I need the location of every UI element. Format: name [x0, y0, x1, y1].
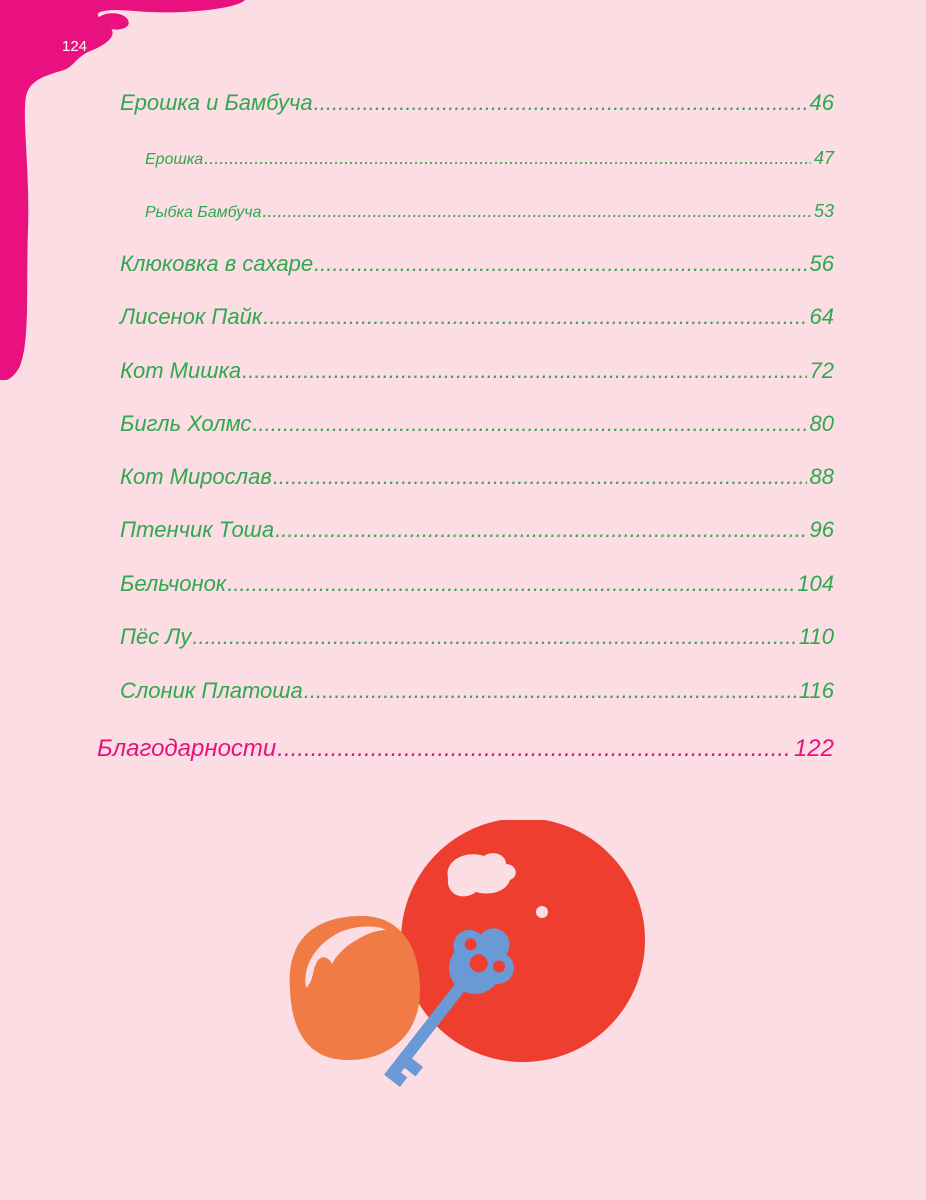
- toc-entry-title: Бигль Холмс: [120, 411, 252, 436]
- toc-leader-dots: [242, 356, 806, 386]
- toc-entry-title: Клюковка в сахаре: [120, 251, 314, 276]
- toc-entry-title: Благодарности: [97, 735, 277, 762]
- toc-leader-dots: [314, 249, 806, 279]
- toc-entry-title: Лисенок Пайк: [120, 304, 263, 329]
- toc-entry-page: 53: [813, 201, 834, 221]
- toc-leader-dots: [252, 409, 806, 439]
- toc-entry-page: 104: [797, 571, 834, 596]
- toc-entry-page: 88: [809, 464, 834, 489]
- toc-entry-page: 110: [798, 624, 834, 649]
- toc-leader-dots: [304, 676, 796, 706]
- toc-entry-title: Ерошка и Бамбуча: [120, 90, 313, 115]
- toc-entry-klyukovka-v-sahare[interactable]: [120, 249, 834, 279]
- toc-entry-page: 116: [798, 678, 834, 703]
- toc-leader-dots: [275, 515, 806, 545]
- red-ball-icon: [401, 820, 645, 1062]
- toc-entry-page: 46: [809, 90, 834, 115]
- toc-entry-slonik-platosha[interactable]: [120, 676, 834, 706]
- toc-entry-page: 96: [809, 517, 834, 542]
- toc-entry-ptenchik-tosha[interactable]: [120, 515, 834, 545]
- toc-entry-title: Бельчонок: [120, 571, 227, 596]
- toc-entry-title: Птенчик Тоша: [120, 517, 275, 542]
- toc-entry-blagodarnosti[interactable]: [97, 733, 834, 765]
- toc-entry-page: 80: [809, 411, 834, 436]
- toc-leader-dots: [314, 88, 807, 118]
- page-number: 124: [62, 38, 88, 55]
- toc-leader-dots: [273, 462, 807, 492]
- toc-entry-page: 47: [813, 148, 834, 168]
- toc-entry-page: 56: [809, 251, 834, 276]
- toc-entry-title: Слоник Платоша: [120, 678, 303, 703]
- berry-ball-key-illustration: [270, 820, 660, 1100]
- toc-leader-dots: [263, 302, 806, 332]
- toc-entry-page: 72: [809, 358, 834, 383]
- toc-entry-page: 64: [809, 304, 834, 329]
- toc-leader-dots: [192, 622, 796, 652]
- toc-leader-dots: [204, 145, 811, 171]
- toc-entry-kot-miroslav[interactable]: [120, 462, 834, 492]
- toc-entry-rybka-bambucha[interactable]: [145, 198, 834, 224]
- toc-leader-dots: [227, 569, 794, 599]
- toc-leader-dots: [262, 198, 811, 224]
- toc-entry-title: Пёс Лу: [120, 624, 192, 649]
- toc-entry-kot-mishka[interactable]: [120, 356, 834, 386]
- toc-entry-eroshka[interactable]: [145, 145, 834, 171]
- toc-entry-bigl-holms[interactable]: [120, 409, 834, 439]
- toc-entry-pyos-lu[interactable]: [120, 622, 834, 652]
- toc-entry-eroshka-i-bambucha[interactable]: [120, 88, 834, 118]
- toc-entry-title: Рыбка Бамбуча: [145, 204, 262, 221]
- toc-entry-title: Ерошка: [145, 151, 204, 168]
- toc-entry-lisenok-payk[interactable]: [120, 302, 834, 332]
- orange-berry-icon: [290, 916, 420, 1060]
- toc-entry-page: 122: [793, 735, 834, 762]
- toc-entry-title: Кот Мишка: [120, 358, 242, 383]
- toc-leader-dots: [277, 733, 791, 765]
- toc-entry-belchonok[interactable]: [120, 569, 834, 599]
- toc-entry-title: Кот Мирослав: [120, 464, 272, 489]
